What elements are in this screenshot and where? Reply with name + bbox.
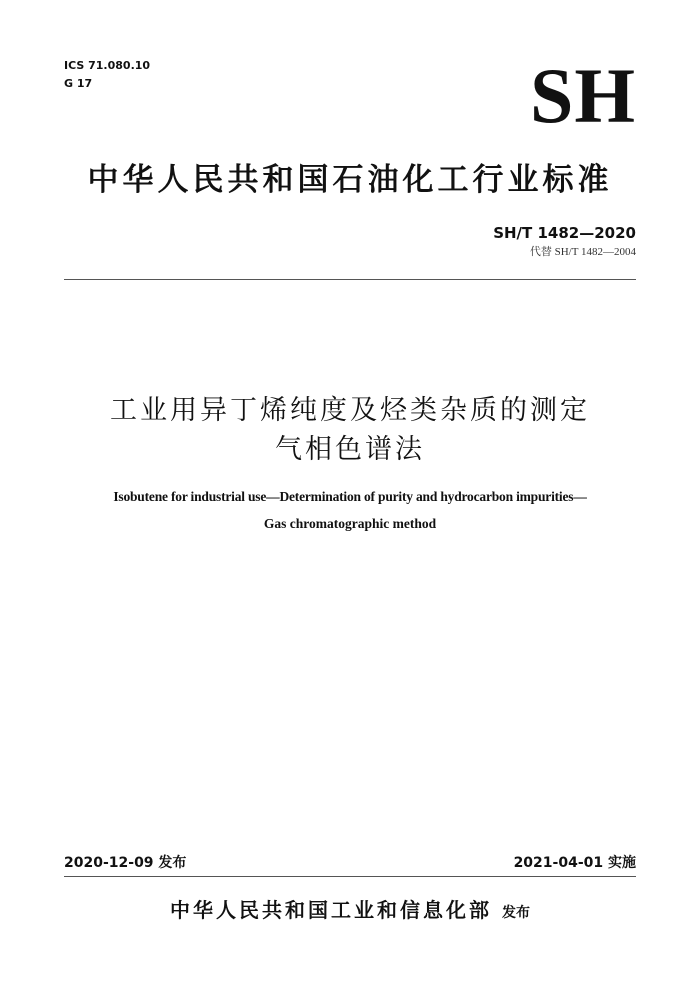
title-english-line2: Gas chromatographic method	[263, 516, 437, 531]
issuer-name: 中华人民共和国工业和信息化部	[170, 898, 492, 922]
issued-label: 发布	[502, 905, 530, 921]
title-chinese-line1: 工业用异丁烯纯度及烃类杂质的测定	[110, 395, 590, 426]
standard-number: SH/T 1482—2020	[493, 224, 636, 242]
organization-title: 中华人民共和国石油化工行业标准	[87, 162, 613, 198]
footer-divider	[64, 876, 636, 877]
replaces-standard: 代替 SH/T 1482—2004	[529, 246, 636, 258]
issuer-block	[0, 896, 700, 927]
implementation-date: 2021-04-01 实施	[513, 855, 636, 871]
classification-code: G 17	[64, 77, 93, 90]
sh-logo: SH	[529, 52, 636, 139]
issue-date: 2020-12-09 发布	[64, 855, 187, 871]
header-divider	[64, 279, 636, 280]
ics-code: ICS 71.080.10	[64, 59, 151, 72]
title-chinese-line2: 气相色谱法	[275, 434, 425, 465]
title-english-line1: Isobutene for industrial use—Determination of purity and hydrocarbon impurities—	[113, 489, 587, 504]
